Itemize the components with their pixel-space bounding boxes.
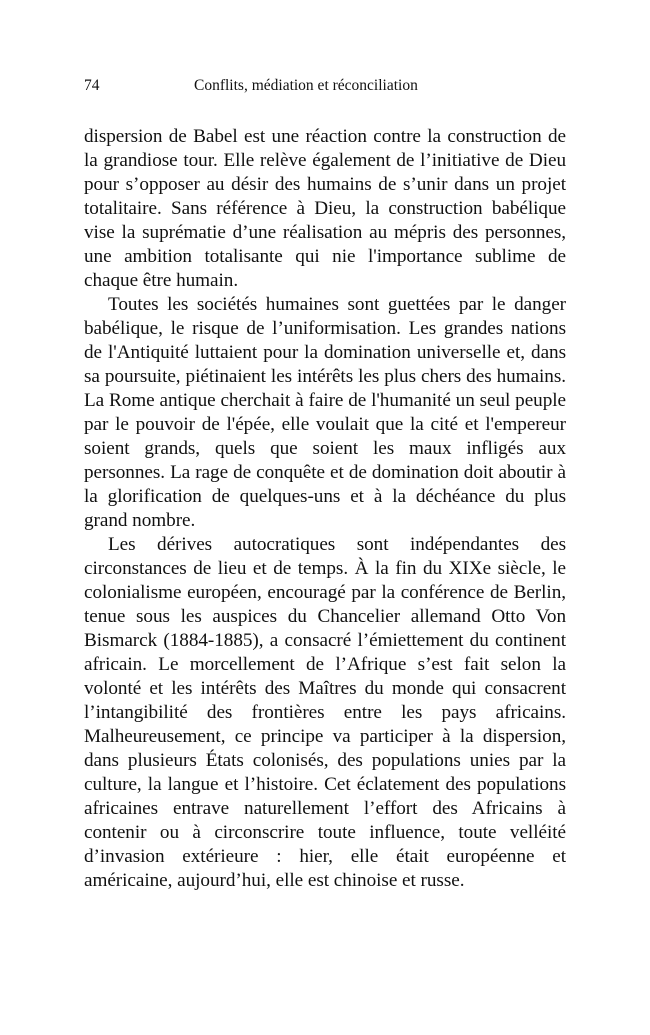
book-page: [84, 74, 566, 893]
running-header: [84, 74, 566, 98]
paragraph-continued: dispersion de Babel est une réaction contre la construction de la grandiose tour. Elle relève également de l’initiative de Dieu pour s’opposer au désir des humains de s’unir dans un projet totalitaire. Sans référence à Dieu, la construction babélique vise la suprématie d’une réalisation au mépris des personnes, une ambition totalisante qui nie l'importance sublime de chaque être humain.: [84, 126, 566, 291]
body-text: [84, 125, 566, 893]
running-title: Conflits, médiation et réconciliation: [194, 77, 418, 94]
paragraph-autocratic-drift: Les dérives autocratiques sont indépendantes des circonstances de lieu et de temps. À la fin du XIXe siècle, le colonialisme européen, encouragé par la conférence de Berlin, tenue sous les auspices du Chancelier allemand Otto Von Bismarck (1884-1885), a consacré l’émiettement du continent africain. Le morcellement de l’Afrique s’est fait selon la volonté et les intérêts des Maîtres du monde qui consacrent l’intangibilité des frontières entre les pays africains. Malheureusement, ce principe va participer à la dispersion, dans plusieurs États colonisés, des populations unies par la culture, la langue et l’histoire. Cet éclatement des populations africaines entrave naturellement l’effort des Africains à contenir ou à circonscrire toute influence, toute velléité d’invasion extérieure : hier, elle était européenne et américaine, aujourd’hui, elle est chinoise et russe.: [84, 534, 566, 891]
paragraph-babel-danger: Toutes les sociétés humaines sont guettées par le danger babélique, le risque de l’uniformisation. Les grandes nations de l'Antiquité luttaient pour la domination universelle et, dans sa poursuite, piétinaient les intérêts les plus chers des humains. La Rome antique cherchait à faire de l'humanité un seul peuple par le pouvoir de l'épée, elle voulait que la cité et l'empereur soient grands, quels que soient les maux infligés aux personnes. La rage de conquête et de domination doit aboutir à la glorification de quelques-uns et à la déchéance du plus grand nombre.: [84, 294, 566, 531]
page-number: 74: [84, 77, 100, 94]
